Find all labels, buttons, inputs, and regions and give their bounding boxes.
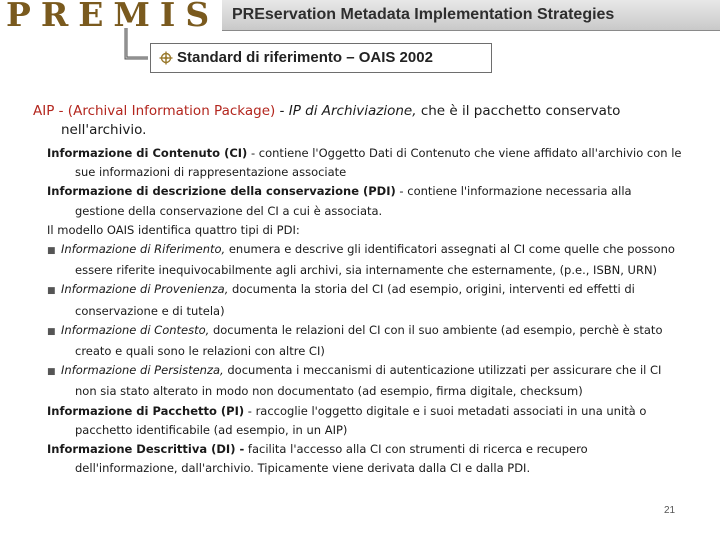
connector-arrow-icon xyxy=(112,28,152,60)
square-bullet-icon: ■ xyxy=(47,286,56,297)
header-banner xyxy=(0,0,720,34)
subtitle-text: Standard di riferimento – OAIS 2002 xyxy=(177,49,433,66)
logo-text: PREMIS xyxy=(6,0,220,34)
bullet-term: Informazione di Provenienza, xyxy=(61,282,229,297)
header-title: PREservation Metadata Implementation Strategies xyxy=(232,6,615,23)
di-term: Informazione Descrittiva (DI) - xyxy=(47,442,245,457)
bullet-text: enumera e descrive gli identificatori assegnati al CI come quelle che possono essere riferite inequivocabilmente agli archivi, sia internamente che esternamente, (p.e., ISBN, URN) xyxy=(75,242,675,278)
list-item xyxy=(33,240,683,280)
aip-italic: - IP di Archiviazione, xyxy=(275,103,417,119)
aip-rest: che è il pacchetto conservato nell'archivio. xyxy=(61,103,621,138)
pi-text: - raccoglie l'oggetto digitale e i suoi metadati associati in una unità o pacchetto identificabile (ad esempio, in un AIP) xyxy=(75,403,647,437)
pdi-text: - contiene l'informazione necessaria alla gestione della conservazione del CI a cui è associata. xyxy=(75,184,632,218)
bullet-term: Informazione di Contesto, xyxy=(61,322,210,337)
list-item xyxy=(33,321,683,361)
premis-logo xyxy=(0,0,222,34)
page-number: 21 xyxy=(664,505,676,516)
list-item xyxy=(33,361,683,401)
di-paragraph xyxy=(33,440,683,478)
bullet-text: documenta la storia del CI (ad esempio, origini, interventi ed effetti di conservazione e di tutela) xyxy=(75,282,635,318)
pi-term: Informazione di Pacchetto (PI) xyxy=(47,403,245,418)
aip-acronym: AIP - (Archival Information Package) xyxy=(33,103,276,119)
ci-paragraph xyxy=(33,144,683,182)
square-bullet-icon: ■ xyxy=(47,367,56,378)
bullet-term: Informazione di Riferimento, xyxy=(61,242,226,257)
pi-paragraph xyxy=(33,402,683,440)
square-bullet-icon: ■ xyxy=(47,326,56,337)
ci-term: Informazione di Contenuto (CI) xyxy=(47,146,248,160)
aip-definition xyxy=(33,102,683,140)
pdi-paragraph xyxy=(33,182,683,220)
pdi-types-list xyxy=(33,240,683,402)
bullet-text: documenta i meccanismi di autenticazione utilizzati per assicurare che il CI non sia stato alterato in modo non documentato (ad esempio, firma digitale, checksum) xyxy=(75,363,662,399)
square-bullet-icon: ■ xyxy=(47,246,56,257)
di-text: facilita l'accesso alla CI con strumenti di ricerca e recupero dell'informazione, dall'archivio. Tipicamente viene derivata dalla CI e dalla PDI. xyxy=(75,442,588,476)
header-bar xyxy=(222,0,720,31)
list-item xyxy=(33,280,683,320)
bullet-text: documenta le relazioni del CI con il suo ambiente (ad esempio, perchè è stato creato e quali sono le relazioni con altre CI) xyxy=(75,322,663,359)
pdi-term: Informazione di descrizione della conservazione (PDI) xyxy=(47,184,396,199)
slide-body xyxy=(33,102,683,478)
bullet-term: Informazione di Persistenza, xyxy=(61,363,224,378)
gear-bullet-icon xyxy=(159,51,173,65)
subtitle-box xyxy=(150,43,492,73)
ci-text: - contiene l'Oggetto Dati di Contenuto che viene affidato all'archivio con le sue informazioni di rappresentazione associate xyxy=(75,146,682,180)
oais-intro: Il modello OAIS identifica quattro tipi di PDI: xyxy=(47,222,300,237)
